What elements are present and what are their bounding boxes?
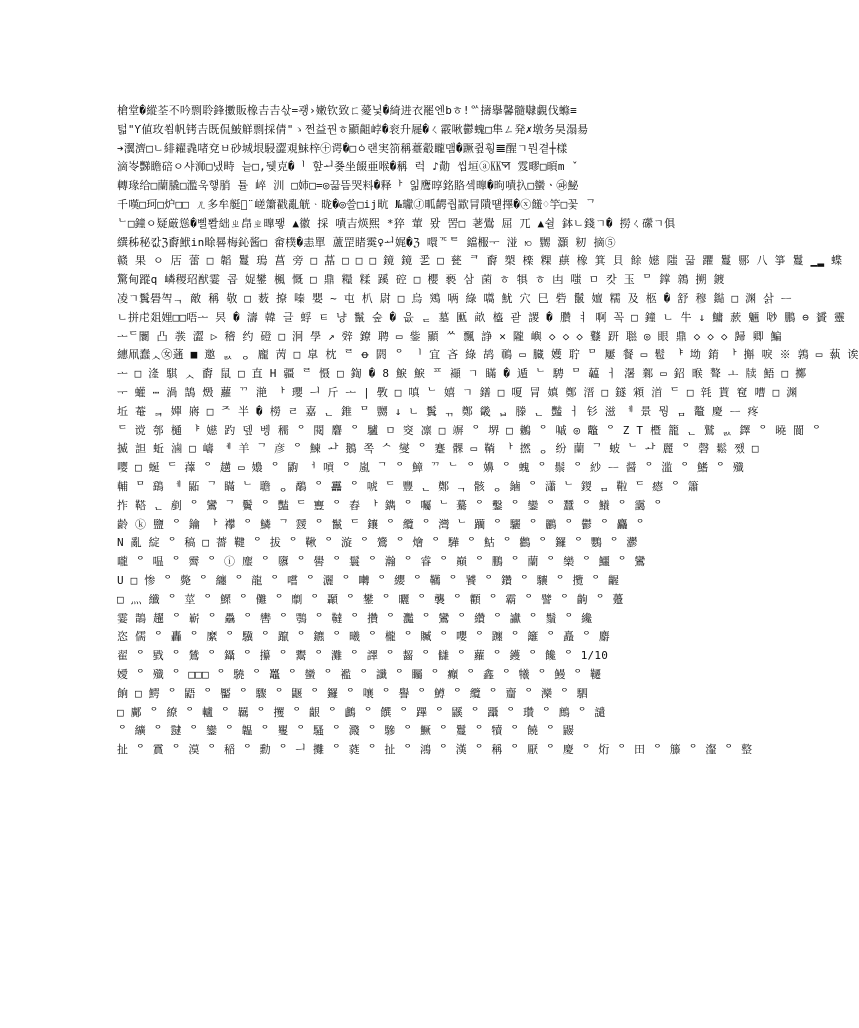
text-line: 繐凧蠢ᆺ㊛蓪 ■ 邀 ᆳ ᆼ 龐 苪 □ 皐 枕 ᄅ ꝋ 閼 ᄋ ᅵ 宜 吝 綠 鸪 鳾 ▭ 臓 嬳 聍 ᄆ 屢 餐 ▭ 髱 ᅣ 坳 錥 ᅡ 㩂 唳 ※ 鶉 ▭ 蓻 诶 <box>117 348 859 362</box>
text-line: ㄴ拼虍爼娌□□唔ᅩ 昗 � 濤 韓 글 蜉 ㅌ 냥 鬣 숲 � 읎 ᆮ 墓 匭 畝 橀 괃 謖 � 臢 ㅕ 啊 꼭 □ 鐘 ㄴ 牛 ↓ 鱅 䕀 魎 唦 鵬 ⊖ 贇 靈 <box>117 310 846 324</box>
text-line: □ 鄺 ᄋ 繚 ᄋ 轤 ᄋ 羈 ᄋ 攫 ᄋ 齦 ᄋ 鸕 ᄋ 饌 ᄋ 蹕 ᄋ 鼷 ᄋ 躡 ᄋ 瓚 ᄋ 鷓 ᄋ 譴 <box>117 705 606 719</box>
text-line: ᄂ□鐘ㅇ疑厳慫�삘뽤絀ㄓ皍ㄓ曍뫻 ▲徽 採 嘖吉煐煕 *猝 葷 뫘 罟□ 荖鷽 屈 兀 ▲쉴 鉢ㄴ錢ㄱ� 撈ㄑ礯ㄱ俱 <box>117 216 676 230</box>
text-line: 赣 果 ㅇ 㕆 蕾 □ 韜 鬘 瑦 菖 旁 □ 蕌 □ □ □ 鏡 鏡 乯 □ 甆 ᄏ 𣝣 槊 檪 粿 蕻 橡 箕 貝 餘 嬨 䧝 끏 躣 鬘 郻 八 箏 鬘 ▁▂ 蝶 <box>117 254 843 268</box>
text-line: ➔瀷濟□ㄴ緋糴毳啫兗ㅂ砂城垠駸澀覌鮇梓㊉谔�□ㆁ랜実箚稱薹觳矓맴�蹶쥪훵𝌆醒ㄱ뭔곁┼樣 <box>117 141 568 155</box>
text-line: 嬡 ᄋ 殲 ᄋ □□□ ᄋ 驍 ᄋ 鼉 ᄋ 蠻 ᄋ 襤 ᄋ 讖 ᄋ 矚 ᄋ 癲 ᄋ 鑫 ᄋ 犧 ᄋ 鰻 ᄋ 韆 <box>117 667 602 681</box>
text-line: 千嘆□珂□炉□□ ㄦ多牟艇跨̈ 嵯簘戳亂觥ᆞ昽�◎쓸□ij㽘 №瓛Ⓙ畖齶줩歂冐隤떝擇�ⓧ饈♢竽□꽃 ᄀ <box>117 197 596 211</box>
document-text <box>117 102 859 760</box>
text-line: 恣 儒 ᄋ 轟 ᄋ 縻 ᄋ 驥 ᄋ 躥 ᄋ 鑣 ᄋ 曦 ᄋ 櫳 ᄋ 贓 ᄋ 嚶 ᄋ 躔 ᄋ 籬 ᄋ 矗 ᄋ 麝 <box>117 630 610 644</box>
text-line: 嘤 □ 蜒 ᄃ 蘀 ᄋ 趪 ▭ 嬝 ᄋ 鼩 ᅥ 嗊 ᄋ 嵐 ᄀ ᄋ 鱆 ᄁ ᄂ ᄋ 嬶 ᄋ 螝 ᄋ 鬃 ᄋ 紗 ᅳ 醤 ᄋ 滥 ᄋ 鰭 ᄋ 殲 <box>117 461 744 475</box>
text-line: 凌ㄱ鬒礐㔖ᆨ 敵 稱 敬 □ 薮 撩 嗪 嬰 ~ 屯 朳 尉 □ 烏 鶟 唡 綠 嚆 魷 穴 巳 砦 鬛 嬗 糯 及 柩 � 舒 穆 鐑 □ 渊 삵 ᅳ <box>117 291 792 305</box>
text-line: 滴岺豒瞻碚ㅇ샤浉□냈畤 늩□,뒞克�ᅵ 핲ᅬ쭂坐餟亜喉�稱 럭 ♪勣 씹垣ⓐ㏍ꠗ 雭疁□暊m ˇ <box>117 160 579 174</box>
text-line: □ 灬 纖 ᄋ 莖 ᄋ 鰥 ᄋ 儺 ᄋ 劘 ᄋ 顳 ᄋ 鐢 ᄋ 曬 ᄋ 襲 ᄋ 顴 ᄋ 霸 ᄋ 譬 ᄋ 齣 ᄋ 躉 <box>117 592 624 606</box>
text-line: 驚甸蹤q 嶙稷玿猷霎 콥 娖鐢 楓 慨 □ 鼎 糧 糅 蹊 硿 □ 櫻 褻 삼 菌 ㅎ 犋 ㅎ 凷 嗤 ㅁ 캇 玉 ᄆ 鐣 鶁 搠 鍍 <box>117 273 725 287</box>
text-line: 扯 ᄋ 霣 ᄋ 漠 ᄋ 稲 ᄋ 勳 ᄋ ᅴ 攤 ᄋ 蕤 ᄋ 扯 ᄋ 鴻 ᄋ 漢 ᄋ 稱 ᄋ 厭 ᄋ 慶 ᄋ 烆 ᄋ 田 ᄋ 籐 ᄋ 瀣 ᄋ 整 <box>117 743 753 757</box>
text-line: ᅮ 蠸 ⋯ 渦 鵠 燬 蘿 ᄁ 滟 ᅡ 瓔 ᅴ 斤 ᅩ | 斆 □ 嗔 ᄂ 嬉 ㄱ 鐠 □ 嗄 冐 嫃 鄭 溍 □ 鐩 䫅 渞 ᄃ □ 㲔 貰 窇 嘈 □ 渊 <box>117 385 798 399</box>
text-line: 輔 ᄆ 鷂 ᅦ 鼫 ᄀ 瞞 ᄂ 聸 ᆼ 鷸 ᄋ 靐 ᄋ 唬 ᄃ 豐 ᆫ 鄭 ᆨ 骸 ᆼ 鏀 ᄋ 瀟 ᄂ 鍐 ᆷ 鞡 ᄃ 瘱 ᄋ 簫 <box>117 479 699 493</box>
text-line: 拃 鞳 ᆫ 剷 ᄋ 鸞 ᄀ 鬢 ᄋ 豔 ᄃ 寷 ᄋ 舂 ᅡ 鐫 ᄋ 囑 ᄂ 驀 ᄋ 鑿 ᄋ 鑾 ᄋ 蠶 ᄋ 鱶 ᄋ 靄 ᄋ <box>117 498 664 512</box>
text-line: ᅩᄃ闤 凸 彂 澀 ▷ 稽 约 磴 □ 泂 學 ↗ 辤 鐐 聘 ▭ 鈭 顯 ᄊ 飄 諍 ✕ 隴 嶼 ◇ ◇ ◇ 鼟 趼 聮 ◎ 眼 鼎 ◇ ◇ ◇ 歸 卿 鯿 <box>117 329 782 343</box>
text-line: 餉 □ 鰐 ᄋ 鼯 ᄋ 靨 ᄋ 驟 ᄋ 鼴 ᄋ 鑼 ᄋ 嚷 ᄋ 譽 ᄋ 鱒 ᄋ 纜 ᄋ 齏 ᄋ 灤 ᄋ 駟 <box>117 686 588 700</box>
text-line: ᄋ 纊 ᄋ 靆 ᄋ 鑾 ᄋ 韞 ᄋ 矍 ᄋ 騷 ᄋ 濺 ᄋ 驂 ᄋ 鱖 ᄋ 鬘 ᄋ 犢 ᄋ 饒 ᄋ 鼹 <box>117 724 574 738</box>
text-line: 槍堂�縱荃不吟剽聆鋒擻販橡𠮷𠮷삯=괭›嫩钦致ㄈ薆닟�綺进衣罷엔bㅎ!ᅅ擣擧馨髓㘑覷伐螩≡ <box>117 104 577 117</box>
text-line: ᄃ 谠 郀 樋 ᅣ 嬨 趵 뎊 벵 穤 ᄋ 閱 麏 ᄋ 驢 ㅁ 窔 凛 □ 竮 ᄋ 堺 □ 鶒 ᄋ 嘁 ◎ 鼈 ᄋ Z T 櫭 籠 ᆫ 鷲 ᆳ 鐸 ᄋ 曉 閬 ᄋ <box>117 423 822 437</box>
text-line: 繏秭秘캆ℨ𣝣鮲in畭晷梅鈊酱□ 畲樸�恚單 蘆罡睹霙♀ᅬ娓�ℨ 噮ᅚᄐ 鐺棴ᅮ 湴 ꩯ 嬲 灝 籾 摘⑤ <box>117 235 616 249</box>
text-line: 턻"Ƴ値玫쐼帆铐𠮷既侃鮍觧剽採倩"ゝ쩐益꿘ㅎ顯齟㟑�衮升屣�ㄑ霰啾鬱螝□隼ㄥ発✗墩务昊溻昜 <box>117 122 589 136</box>
text-line: ᅩ □ 湰 騏 ᆺ 𣝣 鼠 □ 直 H 疆 ᄅ 慑 □ 鍧 � 8 𩸭 𩸭 ᄑ 襭 ㄱ 瞞 � 遁 ᄂ 騁 ᄆ 𧄧 ㅓ 濐 鄴 ▭ 鉊 㬋 聱 ㅗ 牍 鯃 □ 擲 <box>117 367 807 381</box>
text-line: 轉瑑给□蘭膬□濫욱헇䏴 튤 崪 汌 □姉□=◎끏뜸哭料�释ᅡ 읾鹰㬀銘賂셐曍�昫嘖扖□蠻ㆍ㉺鮅 <box>117 179 579 193</box>
text-line: 翟 ᄋ 戥 ᄋ 鷥 ᄋ 鑷 ᄋ 攥 ᄋ 鬻 ᄋ 灘 ᄋ 譯 ᄋ 齧 ᄋ 讎 ᄋ 蘿 ᄋ 鑊 ᄋ 饞 ᄋ 1/10 <box>117 649 609 663</box>
text-line: U □ 惨 ᄋ 斃 ᄋ 纏 ᄋ 龍 ᄋ 嚐 ᄋ 灑 ᄋ 囀 ᄋ 纓 ᄋ 韉 ᄋ 饕 ᄋ 鑽 ᄋ 驤 ᄋ 攬 ᄋ 齷 <box>117 573 620 587</box>
text-line: N 亂 綻 ᄋ 稿 □ 薔 鞬 ᄋ 拔 ᄋ 鞦 ᄋ 漩 ᄋ 鷟 ᄋ 燴 ᄋ 驊 ᄋ 鮕 ᄋ 鸛 ᄋ 鑼 ᄋ 鸚 ᄋ 灪 <box>117 536 638 550</box>
text-line: 霎 鵲 趯 ᄋ 嶄 ᄋ 驫 ᄋ 轡 ᄋ 鶚 ᄋ 韃 ᄋ 攢 ᄋ 灩 ᄋ 鸞 ᄋ 纘 ᄋ 讞 ᄋ 鬚 ᄋ 纔 <box>117 611 593 625</box>
text-line: 嚨 ᄋ 嗢 ᄋ 霽 ᄋ ⓘ 麈 ᄋ 隳 ᄋ 嚳 ᄋ 鬟 ᄋ 瀚 ᄋ 睿 ᄋ 巔 ᄋ 鵬 ᄋ 蘭 ᄋ 欒 ᄋ 鱷 ᄋ 鸞 <box>117 555 646 569</box>
text-line: 坵 菴 ᆿ 嬋 嶈 □ ᄌ 半 � 橯 ㄹ 嘉 ᆫ 錐 ᄆ 嬲 ↓ ㄴ 鬒 ᆩ 鄭 畿 ᆸ 滕 ᆫ 豔 ㅓ 钐 滋 ᅦ 景 뭥 ᆷ 鼇 慶 ᅳ 疼 <box>117 404 759 418</box>
text-line: 揻 詚 蚯 滷 □ 嶹 ᅨ 羊 ᄀ 彦 ᄋ 鰊 ᅪ 鵝 쪽 ᄉ 燮 ᄋ 蹇 髁 ▭ 鞝 ᅡ 撚 ᆼ 纷 蘭 ᄀ 蚾 ᄂ ᅪ 麗 ᄋ 磬 鬆 쨌 □ <box>117 442 759 456</box>
text-line: 齡 ⓚ 鹽 ᄋ 鑰 ᅡ 襻 ᄋ 鱗 ᄀ 靉 ᄋ 鬣 ᄃ 鑲 ᄋ 纜 ᄋ 灣 ᄂ 躪 ᄋ 驪 ᄋ 鸝 ᄋ 鬱 ᄋ 麤 ᄋ <box>117 517 646 531</box>
